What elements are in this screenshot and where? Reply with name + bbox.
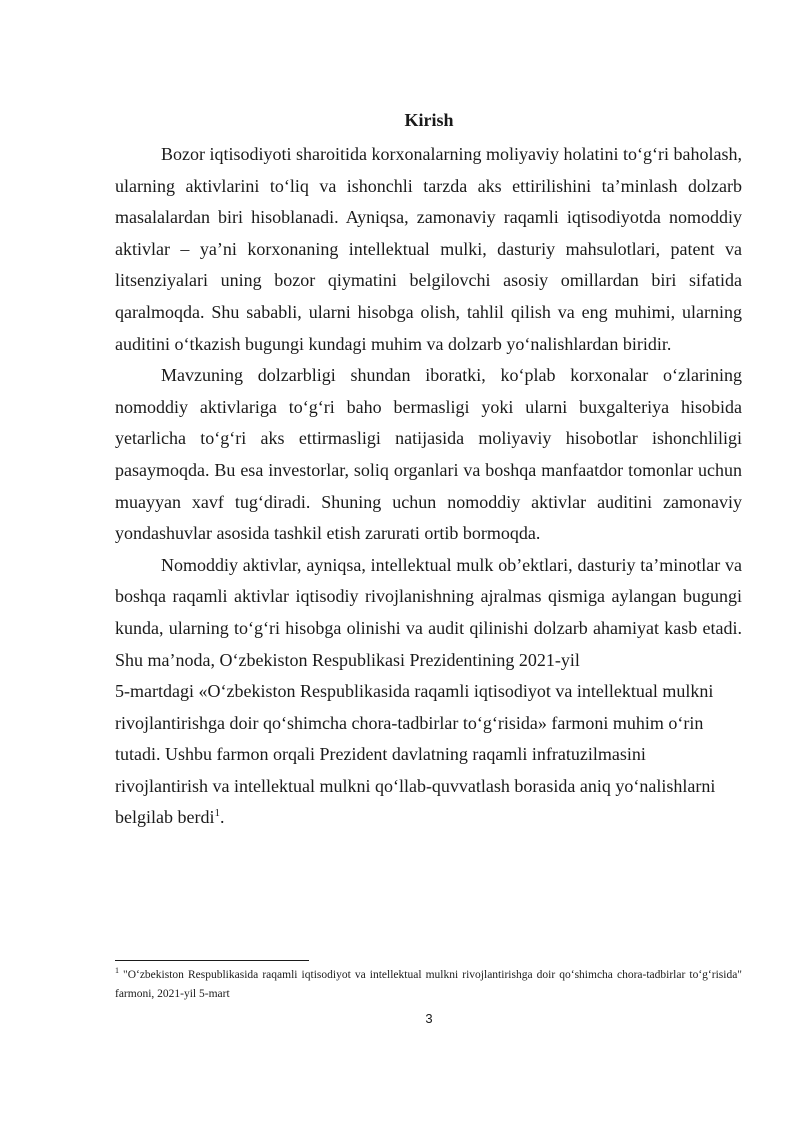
footnote-reference[interactable]: 1 <box>214 807 220 820</box>
footnote-mark: 1 <box>115 966 119 976</box>
paragraph <box>115 676 742 834</box>
footnote-separator <box>115 960 309 961</box>
paragraph-text: 5-martdagi «O‘zbekiston Respublikasida raqamli iqtisodiyot va intellektual mulkni rivojlantirishga doir qo‘shimcha chora-tadbirlar to‘g‘risida» farmoni muhim o‘rin tutadi. Ushbu farmon orqali Prezident davlatning raqamli infratuzilmasini rivojlantirish va intellektual mulkni qo‘llab-quvvatlash borasida aniq yo‘nalishlarni belgilab berdi <box>115 681 716 828</box>
body-text <box>115 139 742 834</box>
section-heading: Kirish <box>404 110 454 130</box>
paragraph-end-punctuation: . <box>219 807 225 828</box>
footnote-text: "O‘zbekiston Respublikasida raqamli iqtisodiyot va intellektual mulkni rivojlantirishga doir qo‘shimcha chora-tadbirlar to‘g‘risida" farmoni, 2021-yil 5-mart <box>115 969 742 1000</box>
page-number: 3 <box>425 1011 433 1026</box>
paragraph: Bozor iqtisodiyoti sharoitida korxonalarning moliyaviy holatini to‘g‘ri baholash, ularning aktivlarini to‘liq va ishonchli tarzda aks ettirilishini ta’minlash dolzarb masalalardan biri hisoblanadi. Ayniqsa, zamonaviy raqamli iqtisodiyotda nomoddiy aktivlar – ya’ni korxonaning intellektual mulki, dasturiy mahsulotlari, patent va litsenziyalari uning bozor qiymatini belgilovchi asosiy omillardan biri sifatida qaralmoqda. Shu sababli, ularni hisobga olish, tahlil qilish va eng muhimi, ularning auditini o‘tkazish bugungi kundagi muhim va dolzarb yo‘nalishlardan biridir. <box>115 144 742 354</box>
footnote <box>115 966 742 1004</box>
paragraph: Nomoddiy aktivlar, ayniqsa, intellektual mulk ob’ektlari, dasturiy ta’minotlar va boshqa raqamli aktivlar iqtisodiy rivojlanishning ajralmas qismiga aylangan bugungi kunda, ularning to‘g‘ri hisobga olinishi va audit qilinishi dolzarb ahamiyat kasb etadi. Shu ma’noda, O‘zbekiston Respublikasi Prezidentining 2021-yil <box>115 554 742 670</box>
paragraph: Mavzuning dolzarbligi shundan iboratki, ko‘plab korxonalar o‘zlarining nomoddiy aktivlariga to‘g‘ri baho bermasligi yoki ularni buxgalteriya hisobida yetarlicha to‘g‘ri aks ettirmasligi natijasida moliyaviy hisobotlar ishonchliligi pasaymoqda. Bu esa investorlar, soliq organlari va boshqa manfaatdor tomonlar uchun muayyan xavf tug‘diradi. Shuning uchun nomoddiy aktivlar auditini zamonaviy yondashuvlar asosida tashkil etish zarurati ortib bormoqda. <box>115 365 742 544</box>
